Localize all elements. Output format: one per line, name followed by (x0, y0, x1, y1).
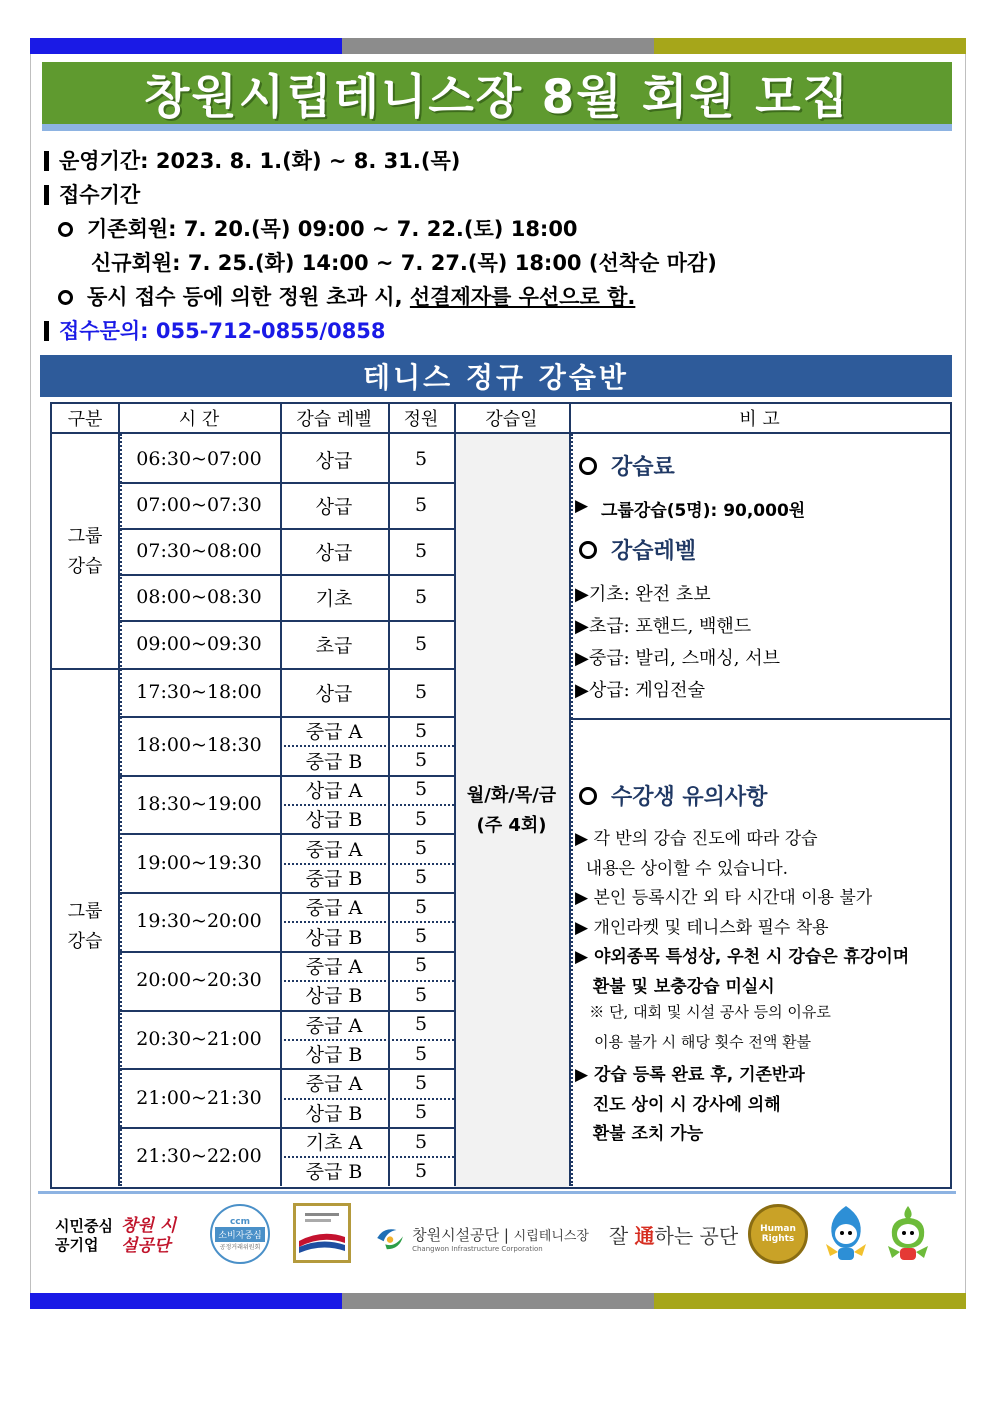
level-cell: 중급 A (305, 721, 363, 744)
time-cell: 17:30~18:00 (136, 681, 262, 703)
level-cell: 중급 A (305, 897, 363, 920)
notice-sub-line: 이용 불가 시 해당 횟수 전액 환불 (575, 1032, 812, 1051)
section-banner (40, 355, 952, 397)
time-cell: 06:30~07:00 (136, 448, 262, 470)
time-cell: 18:30~19:00 (136, 793, 262, 816)
time-cell: 21:30~22:00 (136, 1145, 262, 1168)
notice-line: ▶ 개인라켓 및 테니스화 필수 착용 (575, 917, 829, 938)
level-cell: 기초 A (305, 1132, 363, 1155)
time-cell: 20:30~21:00 (136, 1027, 262, 1050)
capacity-cell: 5 (414, 1130, 428, 1153)
human-rights-medal-icon: Human Rights (748, 1204, 808, 1264)
level-line: ▶상급: 게임전술 (575, 680, 705, 701)
level-cell: 상급 B (305, 1044, 363, 1067)
notice-bold-line: 진도 상이 시 강사에 의해 (575, 1094, 781, 1115)
notice-bold-line: 환불 및 보충강습 미실시 (575, 976, 775, 997)
header-capacity: 정원 (388, 404, 454, 434)
capacity-cell: 5 (414, 681, 428, 703)
capacity-cell: 5 (414, 866, 428, 889)
citizen-centered-logo: 시민중심 공기업 창원 시설공단 (55, 1216, 177, 1256)
level-cell: 기초 (315, 587, 353, 610)
lesson-days: 월/화/목/금 (주 4회) (466, 784, 557, 836)
time-cell: 09:00~09:30 (136, 633, 262, 655)
level-cell: 상급 (315, 541, 353, 564)
capacity-cell: 5 (414, 925, 428, 948)
half-row-divider (280, 921, 454, 923)
circle-bullet-icon (579, 457, 597, 475)
level-cell: 상급 B (305, 809, 363, 832)
priority-note: 동시 접수 등에 의한 정원 초과 시, 선결제자를 우선으로 함. (44, 280, 944, 314)
level-cell: 중급 B (305, 1161, 363, 1184)
new-member-period: 신규회원: 7. 25.(화) 14:00 ~ 7. 27.(목) 18:00 (선착순 마감) (91, 251, 717, 275)
notice-bold-line: ▶ 강습 등록 완료 후, 기존반과 (575, 1065, 805, 1085)
header-remarks: 비 고 (569, 404, 950, 434)
half-row-divider (280, 1156, 454, 1158)
notice-line: 내용은 상이할 수 있습니다. (575, 858, 789, 879)
time-cell: 07:00~07:30 (136, 494, 262, 516)
green-mascot-icon (880, 1204, 936, 1266)
header-level: 강습 레벨 (280, 404, 388, 434)
time-cell: 19:00~19:30 (136, 851, 262, 874)
level-cell: 중급 A (305, 955, 363, 978)
service-quality-certificate-icon (293, 1203, 351, 1263)
capacity-cell: 5 (414, 1159, 428, 1182)
slogan-logo: 잘 通 하는 공단 (608, 1223, 739, 1248)
notice-line: ▶ 각 반의 강습 진도에 따라 강습 (575, 829, 818, 849)
top-color-stripe (30, 38, 966, 54)
bar-bullet-icon (44, 151, 49, 171)
notice-bold-line: ▶ 야외종목 특성상, 우천 시 강습은 휴강이며 (575, 947, 910, 967)
capacity-cell: 5 (414, 895, 428, 918)
circle-bullet-icon (579, 541, 597, 559)
ccm-logo: ccm 소비자중심 공정거래위원회 (210, 1204, 270, 1264)
capacity-cell: 5 (414, 954, 428, 977)
bottom-color-stripe (30, 1293, 966, 1309)
changwon-facilities-logo: 창원시설공단 | 시립테니스장 Changwon Infrastructure Corporation (374, 1218, 589, 1258)
facilities-emblem-icon (374, 1220, 406, 1256)
footer-divider (38, 1191, 956, 1194)
level-cell: 중급 B (305, 750, 363, 773)
group-label-evening: 그룹 강습 (67, 900, 103, 952)
existing-member-period: 기존회원: 7. 20.(목) 09:00 ~ 7. 22.(토) 18:00 (44, 212, 944, 246)
capacity-cell: 5 (414, 1101, 428, 1124)
notice-bold-line: 환불 조치 가능 (575, 1124, 704, 1144)
half-row-divider (280, 1098, 454, 1100)
capacity-cell: 5 (414, 586, 428, 608)
capacity-cell: 5 (414, 1042, 428, 1065)
half-row-divider (280, 1039, 454, 1041)
capacity-cell: 5 (414, 1071, 428, 1094)
level-cell: 상급 B (305, 926, 363, 949)
level-cell: 중급 A (305, 1014, 363, 1037)
half-row-divider (280, 980, 454, 982)
capacity-cell: 5 (414, 494, 428, 516)
capacity-cell: 5 (414, 448, 428, 470)
remarks-divider (569, 718, 950, 720)
fee-title (575, 450, 675, 481)
capacity-cell: 5 (414, 719, 428, 742)
operation-period: 운영기간: 2023. 8. 1.(화) ~ 8. 31.(목) (44, 144, 944, 178)
time-cell: 18:00~18:30 (136, 734, 262, 757)
fee-line: 그룹강습(5명): 90,000원 (601, 501, 806, 521)
circle-bullet-icon (58, 290, 73, 305)
time-cell: 21:00~21:30 (136, 1086, 262, 1109)
inquiry: 접수문의: 055-712-0855/0858 (44, 314, 944, 348)
header-time: 시 간 (118, 404, 280, 434)
arrow-bullet-icon: ▶ (575, 496, 589, 516)
capacity-cell: 5 (414, 778, 428, 801)
header-category: 구분 (52, 404, 118, 434)
inquiry-phone[interactable]: 055-712-0855/0858 (155, 319, 386, 343)
bar-bullet-icon (44, 185, 49, 205)
remark-title-text: 수강생 유의사항 (611, 785, 768, 810)
level-title (575, 534, 696, 565)
lesson-table (50, 402, 952, 1189)
level-line: ▶기초: 완전 초보 (575, 584, 711, 605)
remark-title-text: 강습레벨 (611, 539, 697, 564)
level-cell: 중급 A (305, 1073, 363, 1096)
level-cell: 상급 (315, 495, 353, 518)
capacity-cell: 5 (414, 540, 428, 562)
level-cell: 상급 (315, 682, 353, 705)
level-line: ▶초급: 포핸드, 백핸드 (575, 616, 752, 637)
capacity-cell: 5 (414, 749, 428, 772)
capacity-cell: 5 (414, 807, 428, 830)
blue-mascot-icon (820, 1204, 872, 1266)
half-row-divider (280, 863, 454, 865)
level-cell: 상급 B (305, 985, 363, 1008)
reception-period-heading: 접수기간 (44, 178, 944, 212)
title-banner (42, 62, 952, 124)
group-label-morning: 그룹 강습 (67, 526, 103, 577)
footer-logos (38, 1200, 956, 1272)
capacity-cell: 5 (414, 983, 428, 1006)
time-cell: 07:30~08:00 (136, 540, 262, 562)
page-title: 창원시립테니스장 8월 회원 모집 (143, 69, 851, 125)
remark-title-text: 강습료 (611, 455, 675, 480)
level-cell: 상급 A (305, 779, 363, 802)
notice-sub-line: ※ 단, 대회 및 시설 공사 등의 이유로 (575, 1003, 831, 1021)
level-cell: 상급 (315, 449, 353, 472)
section-title: 테니스 정규 강습반 (363, 361, 629, 394)
circle-bullet-icon (579, 787, 597, 805)
level-cell: 초급 (315, 634, 353, 657)
half-row-divider (280, 804, 454, 806)
bar-bullet-icon (44, 321, 49, 341)
notice-title (575, 780, 767, 811)
level-line: ▶중급: 발리, 스매싱, 서브 (575, 648, 781, 669)
level-cell: 중급 B (305, 867, 363, 890)
time-cell: 20:00~20:30 (136, 969, 262, 992)
header-days: 강습일 (454, 404, 569, 434)
capacity-cell: 5 (414, 837, 428, 860)
time-cell: 19:30~20:00 (136, 910, 262, 933)
half-row-divider (280, 745, 454, 747)
level-cell: 상급 B (305, 1102, 363, 1125)
dotted-divider (571, 434, 573, 1186)
notice-line: ▶ 본인 등록시간 외 타 시간대 이용 불가 (575, 888, 873, 908)
circle-bullet-icon (58, 222, 73, 237)
time-cell: 08:00~08:30 (136, 586, 262, 608)
info-section (44, 144, 944, 348)
level-cell: 중급 A (305, 838, 363, 861)
capacity-cell: 5 (414, 1013, 428, 1036)
capacity-cell: 5 (414, 633, 428, 655)
